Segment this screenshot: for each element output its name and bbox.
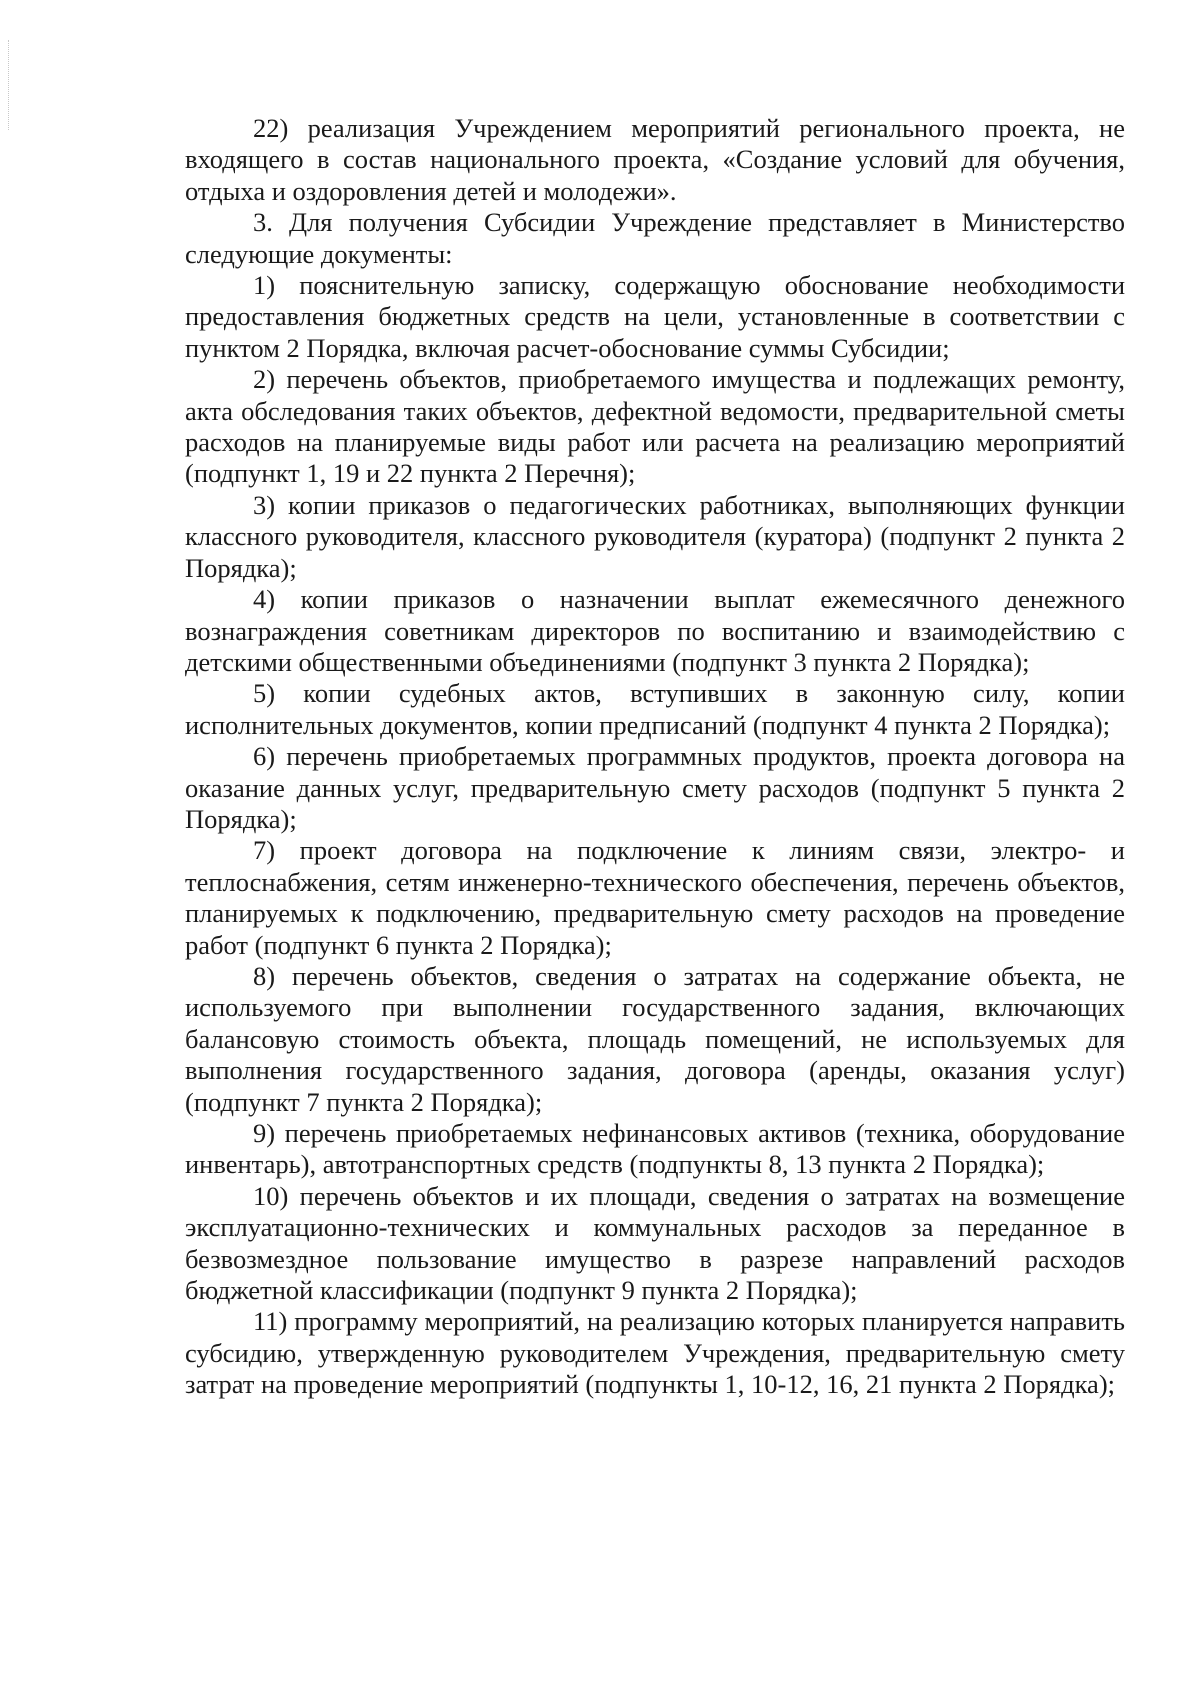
paragraph-item-10: 10) перечень объектов и их площади, сведения о затратах на возмещение эксплуатационно-технических и коммунальных расходов за переданное в безвозмездное пользование имущество в разрезе направлений расходов бюджетной классификации (подпункт 9 пункта 2 Порядка); xyxy=(185,1180,1125,1306)
paragraph-item-7: 7) проект договора на подключение к линиям связи, электро- и теплоснабжения, сетям инженерно-технического обеспечения, перечень объектов, планируемых к подключению, предварительную смету расходов на проведение работ (подпункт 6 пункта 2 Порядка); xyxy=(185,835,1125,960)
scan-margin-marks xyxy=(8,40,11,130)
paragraph-item-1: 1) пояснительную записку, содержащую обоснование необходимости предоставления бюджетных средств на цели, установленные в соответствии с пунктом 2 Порядка, включая расчет-обоснование суммы Субсидии; xyxy=(185,270,1125,363)
paragraph-item-3: 3) копии приказов о педагогических работниках, выполняющих функции классного руководителя, классного руководителя (куратора) (подпункт 2 пункта 2 Порядка); xyxy=(185,489,1125,583)
paragraph-section-3: 3. Для получения Субсидии Учреждение представляет в Министерство следующие документы: xyxy=(185,207,1125,269)
paragraph-item-9: 9) перечень приобретаемых нефинансовых активов (техника, оборудование инвентарь), автотранспортных средств (подпункты 8, 13 пункта 2 Порядка); xyxy=(185,1118,1125,1180)
paragraph-item-22: 22) реализация Учреждением мероприятий регионального проекта, не входящего в состав национального проекта, «Создание условий для обучения, отдыха и оздоровления детей и молодежи». xyxy=(185,113,1125,206)
document-body xyxy=(185,113,1125,1401)
paragraph-item-8: 8) перечень объектов, сведения о затратах на содержание объекта, не используемого при выполнении государственного задания, включающих балансовую стоимость объекта, площадь помещений, не используемых для выполнения государственного задания, договора (аренды, оказания услуг) (подпункт 7 пункта 2 Порядка); xyxy=(185,960,1125,1117)
paragraph-item-6: 6) перечень приобретаемых программных продуктов, проекта договора на оказание данных услуг, предварительную смету расходов (подпункт 5 пункта 2 Порядка); xyxy=(185,741,1125,834)
paragraph-item-4: 4) копии приказов о назначении выплат ежемесячного денежного вознаграждения советникам директоров по воспитанию и взаимодействию с детскими общественными объединениями (подпункт 3 пункта 2 Порядка); xyxy=(185,584,1125,677)
paragraph-item-5: 5) копии судебных актов, вступивших в законную силу, копии исполнительных документов, копии предписаний (подпункт 4 пункта 2 Порядка); xyxy=(185,678,1125,740)
paragraph-item-2: 2) перечень объектов, приобретаемого имущества и подлежащих ремонту, акта обследования таких объектов, дефектной ведомости, предварительной сметы расходов на планируемые виды работ или расчета на реализацию мероприятий (подпункт 1, 19 и 22 пункта 2 Перечня); xyxy=(185,364,1125,489)
paragraph-item-11: 11) программу мероприятий, на реализацию которых планируется направить субсидию, утвержденную руководителем Учреждения, предварительную смету затрат на проведение мероприятий (подпункты 1, 10-12, 16, 21 пункта 2 Порядка); xyxy=(185,1306,1125,1400)
